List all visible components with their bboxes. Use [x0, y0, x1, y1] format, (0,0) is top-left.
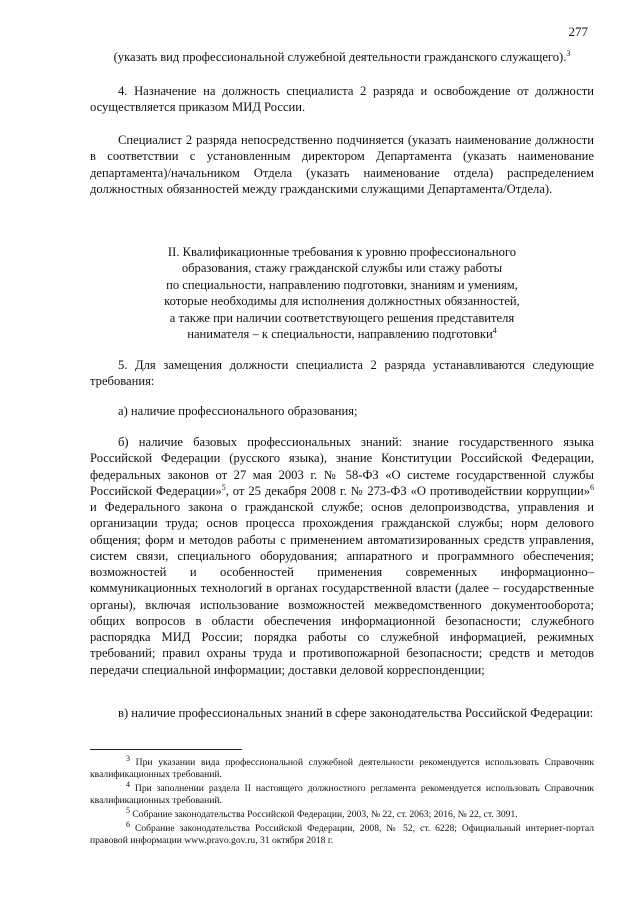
section-heading-line: по специальности, направлению подготовки, знаниям и умениям,: [166, 277, 518, 292]
paragraph-text: и Федерального закона о гражданской службе; основ делопроизводства, управления и организации труда; основ процесса прохождения гражданской службы; норм делового общения; форм и методов работы с применением автоматизированных средств управления, систем связи, специального оборудования; аппаратного и программного обеспечения; возможностей и особенностей применения современных информационно–коммуникационных технологий в органах государственной власти (далее – государственные органы), включая использование возможностей межведомственного документооборота; общих вопросов в области обеспечения информационной безопасности; служебного распорядка МИД России; порядка работы со служебной информацией, режимных требований; правил охраны труда и противопожарной безопасности; средств и методов передачи специальной информации; доставки деловой корреспонденции;: [90, 500, 594, 677]
paragraph-basic-knowledge: [90, 434, 594, 678]
section-heading-text: нанимателя – к специальности, направлению подготовки: [187, 327, 493, 342]
paragraph-education: а) наличие профессионального образования;: [118, 404, 358, 418]
paragraph-text: , от 25 декабря 2008 г. № 273-ФЗ «О противодействии коррупции»: [225, 483, 590, 498]
footnote-separator: [90, 749, 242, 750]
section-heading-line: образования, стажу гражданской службы или стажу работы: [181, 261, 503, 276]
section-heading-line: II. Квалификационные требования к уровню профессионального: [167, 245, 517, 259]
footnote-6: [90, 819, 595, 848]
footnote-text: При заполнении раздела II настоящего должностного регламента рекомендуется использовать Справочник квалификационных требований.: [90, 783, 595, 807]
footnote-ref: 5: [221, 482, 226, 492]
paragraph-legislation-knowledge: в) наличие профессиональных знаний в сфере законодательства Российской Федерации:: [118, 706, 594, 720]
paragraph-text: б) наличие базовых профессиональных знаний: знание государственного языка Российской Федерации (русского языка), знание Конституции Российской Федерации, федеральных законов от 27 мая 2003 г. № 58-ФЗ «О системе государственной службы Российской Федерации»: [90, 435, 594, 498]
paragraph-subordination: Специалист 2 разряда непосредственно подчиняется (указать наименование должности в соответствии с установленным директором Департамента (указать наименование департамента)/начальником Отдела (указать наименование отдела) распределением должностных обязанностей между гражданскими служащими Департамента/Отдела).: [90, 133, 594, 197]
footnote-number: 6: [126, 819, 130, 829]
footnote-ref: 4: [492, 325, 497, 335]
footnote-4: [90, 779, 595, 808]
footnote-number: 5: [126, 805, 130, 815]
footnote-ref: 3: [566, 48, 571, 58]
footnote-text: При указании вида профессиональной служебной деятельности рекомендуется использовать Справочник квалификационных требований.: [90, 757, 594, 781]
paragraph-activity-type: [90, 49, 594, 65]
footnote-5: [90, 805, 594, 821]
section-heading-line: которые необходимы для исполнения должностных обязанностей,: [164, 294, 520, 309]
footnote-text: Собрание законодательства Российской Федерации, 2003, № 22, ст. 2063; 2016, № 22, ст. 3091.: [132, 809, 518, 820]
footnote-number: 3: [126, 753, 130, 763]
paragraph-appointment: 4. Назначение на должность специалиста 2 разряда и освобождение от должности осуществляется приказом МИД России.: [90, 84, 594, 115]
page-number: 277: [568, 24, 588, 39]
footnote-text: Собрание законодательства Российской Федерации, 2008, № 52, ст. 6228; Официальный интернет-портал правовой информации www.pravo.gov.ru, 31 октября 2018 г.: [90, 823, 595, 847]
section-heading-line-last: [120, 326, 564, 342]
paragraph-text: (указать вид профессиональной служебной деятельности гражданского служащего).: [113, 50, 567, 64]
paragraph-requirements: 5. Для замещения должности специалиста 2 разряда устанавливаются следующие требования:: [90, 358, 594, 389]
section-heading-line: а также при наличии соответствующего решения представителя: [169, 310, 515, 325]
footnote-number: 4: [126, 779, 130, 789]
footnote-ref: 6: [590, 482, 594, 492]
footnote-3: [90, 753, 594, 782]
section-heading: [120, 244, 564, 342]
